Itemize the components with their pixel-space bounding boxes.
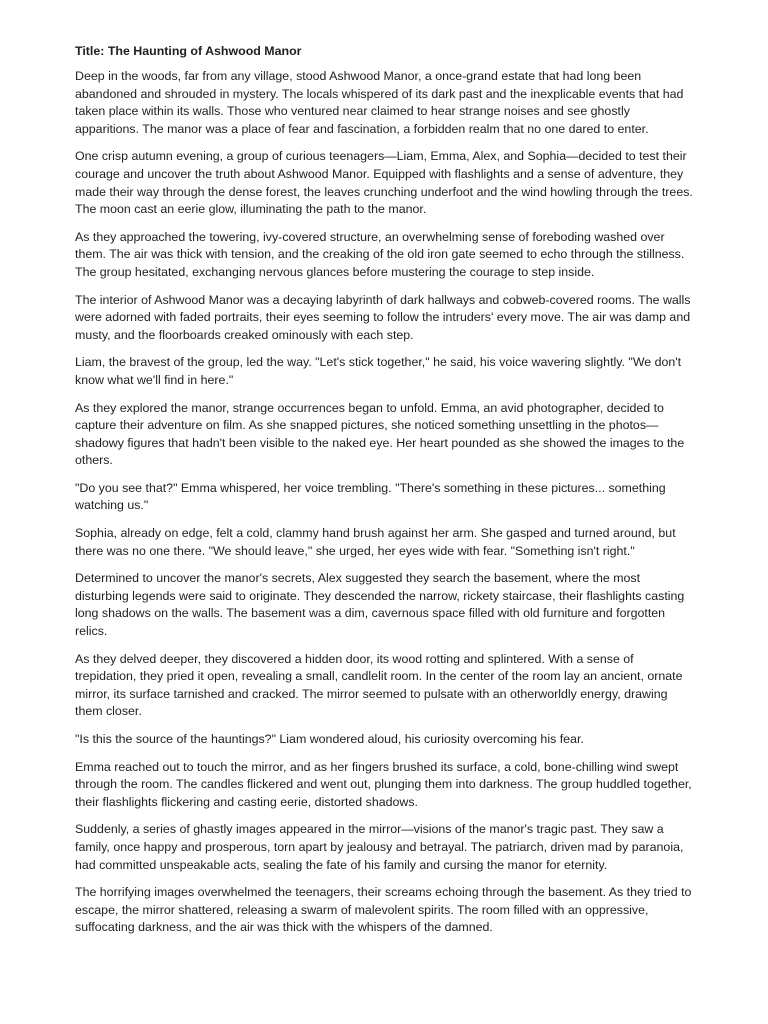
paragraph-6: As they explored the manor, strange occurrences began to unfold. Emma, an avid photographer, decided to capture their adventure on film. As she snapped pictures, she noticed something unsettling in the photos—shadowy figures that hadn't been visible to the naked eye. Her heart pounded as she showed the images to the others. bbox=[75, 400, 685, 468]
document-title: Title: The Haunting of Ashwood Manor bbox=[75, 44, 302, 58]
paragraph-8: Sophia, already on edge, felt a cold, clammy hand brush against her arm. She gasped and turned around, but there was no one there. "We should leave," she urged, her eyes wide with fear. "Something isn't right." bbox=[75, 526, 676, 558]
paragraph-13: Suddenly, a series of ghastly images appeared in the mirror—visions of the manor's tragic past. They saw a family, once happy and prosperous, torn apart by jealousy and betrayal. The patriarch, driven mad by paranoia, had committed unspeakable acts, sealing the fate of his family and cursing the manor for eternity. bbox=[75, 822, 684, 872]
paragraph-5: Liam, the bravest of the group, led the way. "Let's stick together," he said, his voice wavering slightly. "We don't know what we'll find in here." bbox=[75, 355, 682, 387]
paragraph-11: "Is this the source of the hauntings?" Liam wondered aloud, his curiosity overcoming his fear. bbox=[75, 732, 584, 746]
paragraph-2: One crisp autumn evening, a group of curious teenagers—Liam, Emma, Alex, and Sophia—decided to test their courage and uncover the truth about Ashwood Manor. Equipped with flashlights and a sense of adventure, they made their way through the dense forest, the leaves crunching underfoot and the wind howling through the trees. The moon cast an eerie glow, illuminating the path to the manor. bbox=[75, 149, 693, 217]
paragraph-1: Deep in the woods, far from any village, stood Ashwood Manor, a once-grand estate that had long been abandoned and shrouded in mystery. The locals whispered of its dark past and the inexplicable events that had taken place within its walls. Those who ventured near claimed to hear strange noises and see ghostly apparitions. The manor was a place of fear and fascination, a forbidden realm that no one dared to enter. bbox=[75, 69, 684, 136]
paragraph-3: As they approached the towering, ivy-covered structure, an overwhelming sense of foreboding washed over them. The air was thick with tension, and the creaking of the old iron gate seemed to echo through the stillness. The group hesitated, exchanging nervous glances before mustering the courage to step inside. bbox=[75, 229, 685, 279]
document-page bbox=[75, 42, 695, 947]
paragraph-10: As they delved deeper, they discovered a hidden door, its wood rotting and splintered. With a sense of trepidation, they pried it open, revealing a small, candlelit room. In the center of the room lay an ancient, ornate mirror, its surface tarnished and cracked. The mirror seemed to pulsate with an otherworldly energy, drawing them closer. bbox=[75, 651, 683, 719]
paragraph-14: The horrifying images overwhelmed the teenagers, their screams echoing through the basement. As they tried to escape, the mirror shattered, releasing a swarm of malevolent spirits. The room filled with an oppressive, suffocating darkness, and the air was thick with the whispers of the damned. bbox=[75, 885, 692, 935]
paragraph-4: The interior of Ashwood Manor was a decaying labyrinth of dark hallways and cobweb-covered rooms. The walls were adorned with faded portraits, their eyes seeming to follow the intruders' every move. The air was damp and musty, and the floorboards creaked ominously with each step. bbox=[75, 292, 691, 342]
paragraph-7: "Do you see that?" Emma whispered, her voice trembling. "There's something in these pictures... something watching us." bbox=[75, 480, 666, 513]
paragraph-12: Emma reached out to touch the mirror, and as her fingers brushed its surface, a cold, bone-chilling wind swept through the room. The candles flickered and went out, plunging them into darkness. The group huddled together, their flashlights flickering and casting eerie, distorted shadows. bbox=[75, 759, 692, 809]
paragraph-9: Determined to uncover the manor's secrets, Alex suggested they search the basement, where the most disturbing legends were said to originate. They descended the narrow, rickety staircase, their flashlights casting long shadows on the walls. The basement was a dim, cavernous space filled with old furniture and forgotten relics. bbox=[75, 571, 685, 639]
